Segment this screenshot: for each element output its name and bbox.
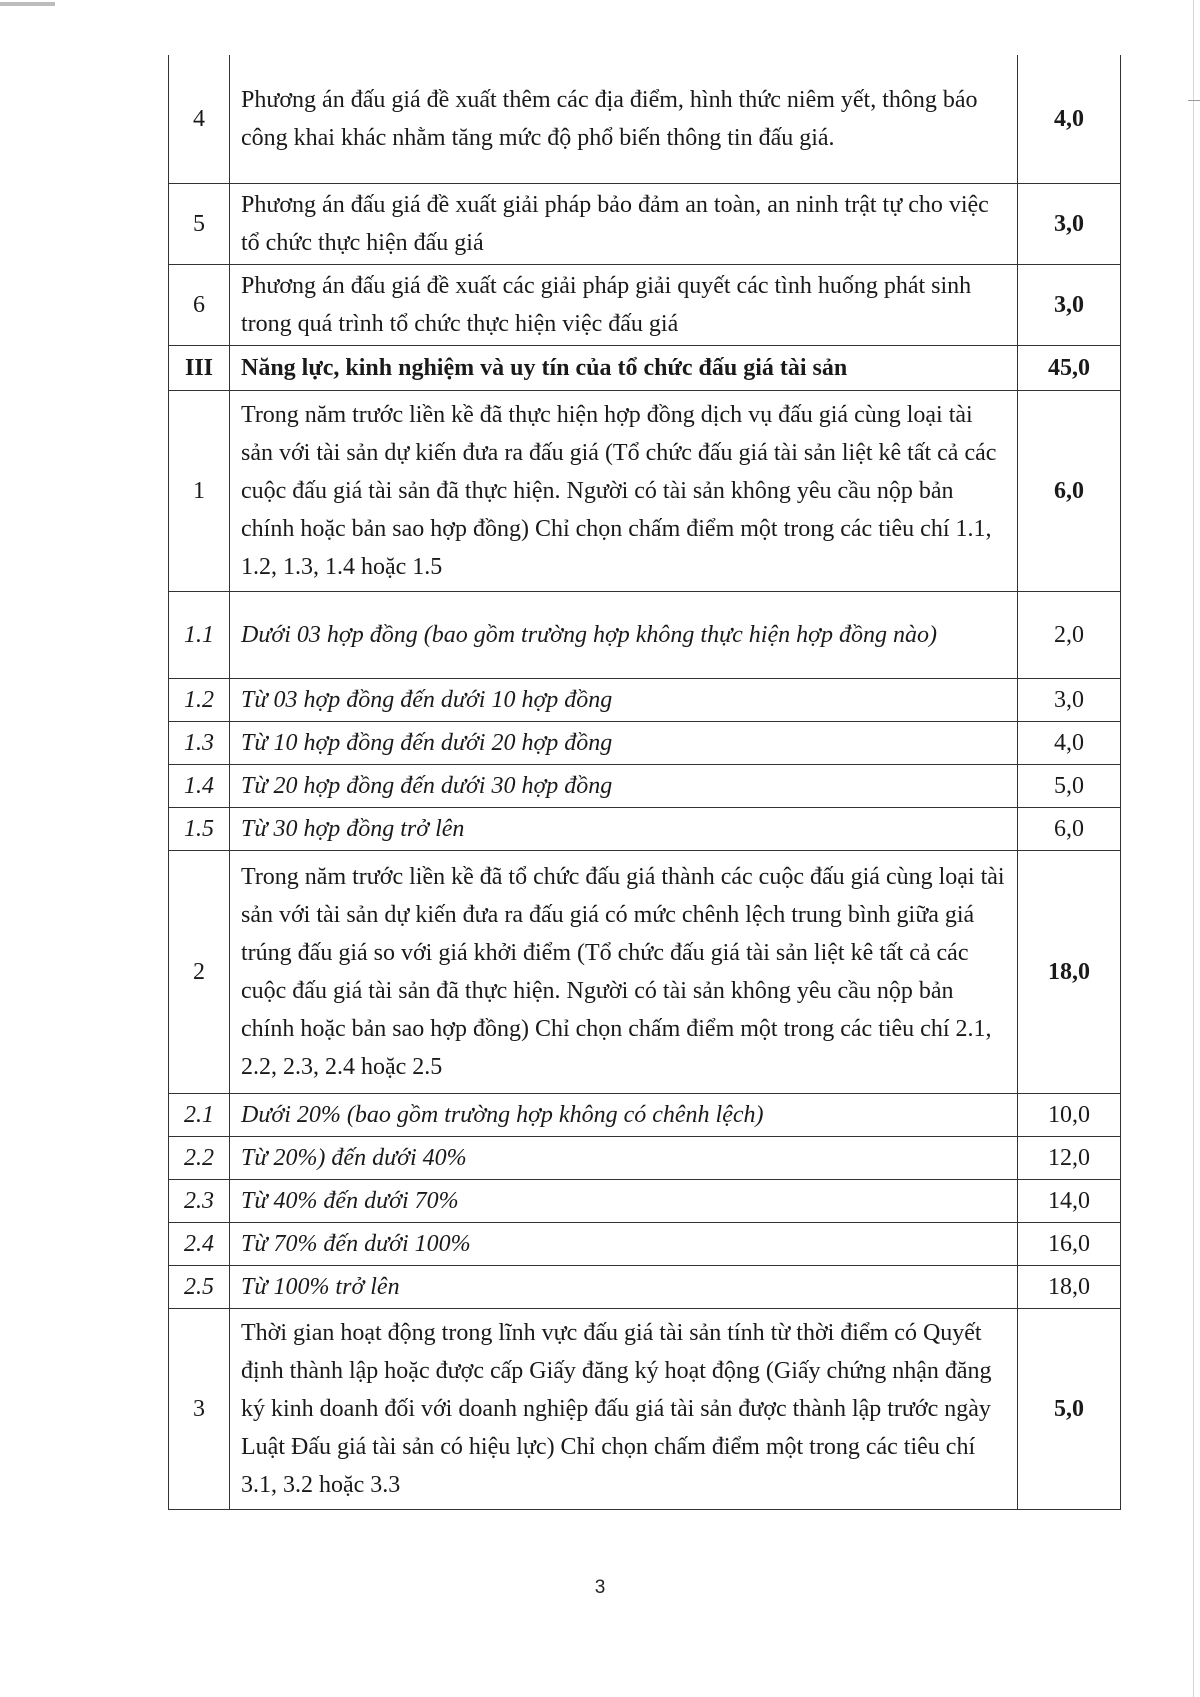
row-number: 1.1 bbox=[169, 592, 230, 679]
row-score: 18,0 bbox=[1018, 851, 1121, 1094]
row-number: 2.5 bbox=[169, 1266, 230, 1309]
scan-edge-artifact bbox=[0, 2, 55, 6]
criterion-text: Từ 20 hợp đồng đến dưới 30 hợp đồng bbox=[230, 765, 1018, 808]
row-score: 18,0 bbox=[1018, 1266, 1121, 1309]
table-row bbox=[169, 722, 1121, 765]
row-score: 5,0 bbox=[1018, 1309, 1121, 1510]
row-score: 14,0 bbox=[1018, 1180, 1121, 1223]
table-row bbox=[169, 765, 1121, 808]
section-title: Năng lực, kinh nghiệm và uy tín của tổ chức đấu giá tài sản bbox=[230, 346, 1018, 391]
row-number: 2.1 bbox=[169, 1094, 230, 1137]
table-row bbox=[169, 391, 1121, 592]
row-score: 12,0 bbox=[1018, 1137, 1121, 1180]
criterion-text: Dưới 20% (bao gồm trường hợp không có chênh lệch) bbox=[230, 1094, 1018, 1137]
scan-edge-line bbox=[1193, 0, 1194, 1697]
row-score: 16,0 bbox=[1018, 1223, 1121, 1266]
table-row bbox=[169, 184, 1121, 265]
row-score: 6,0 bbox=[1018, 391, 1121, 592]
criterion-text: Phương án đấu giá đề xuất các giải pháp giải quyết các tình huống phát sinh trong quá trình tổ chức thực hiện việc đấu giá bbox=[230, 265, 1018, 346]
row-number: 6 bbox=[169, 265, 230, 346]
row-number: 2 bbox=[169, 851, 230, 1094]
table-row bbox=[169, 1094, 1121, 1137]
page-number: 3 bbox=[594, 1577, 606, 1598]
criterion-text: Từ 40% đến dưới 70% bbox=[230, 1180, 1018, 1223]
table-row bbox=[169, 1180, 1121, 1223]
row-number: 1.2 bbox=[169, 679, 230, 722]
criterion-text: Trong năm trước liền kề đã thực hiện hợp đồng dịch vụ đấu giá cùng loại tài sản với tài sản dự kiến đưa ra đấu giá (Tổ chức đấu giá tài sản liệt kê tất cả các cuộc đấu giá tài sản đã thực hiện. Người có tài sản không yêu cầu nộp bản chính hoặc bản sao hợp đồng) Chỉ chọn chấm điểm một trong các tiêu chí 1.1, 1.2, 1.3, 1.4 hoặc 1.5 bbox=[230, 391, 1018, 592]
criterion-text: Từ 20%) đến dưới 40% bbox=[230, 1137, 1018, 1180]
table-row bbox=[169, 808, 1121, 851]
row-number: 5 bbox=[169, 184, 230, 265]
row-score: 6,0 bbox=[1018, 808, 1121, 851]
criterion-text: Phương án đấu giá đề xuất thêm các địa điểm, hình thức niêm yết, thông báo công khai khác nhằm tăng mức độ phổ biến thông tin đấu giá. bbox=[230, 55, 1018, 184]
section-score: 45,0 bbox=[1018, 346, 1121, 391]
criterion-text: Phương án đấu giá đề xuất giải pháp bảo đảm an toàn, an ninh trật tự cho việc tổ chức thực hiện đấu giá bbox=[230, 184, 1018, 265]
criterion-text: Dưới 03 hợp đồng (bao gồm trường hợp không thực hiện hợp đồng nào) bbox=[230, 592, 1018, 679]
row-number: 4 bbox=[169, 55, 230, 184]
row-number: 1.4 bbox=[169, 765, 230, 808]
row-number: 2.4 bbox=[169, 1223, 230, 1266]
table-row bbox=[169, 851, 1121, 1094]
row-number: 2.3 bbox=[169, 1180, 230, 1223]
criterion-text: Từ 03 hợp đồng đến dưới 10 hợp đồng bbox=[230, 679, 1018, 722]
row-score: 3,0 bbox=[1018, 184, 1121, 265]
table-row bbox=[169, 1309, 1121, 1510]
table-row bbox=[169, 1223, 1121, 1266]
row-score: 3,0 bbox=[1018, 679, 1121, 722]
criterion-text: Từ 30 hợp đồng trở lên bbox=[230, 808, 1018, 851]
criterion-text: Từ 10 hợp đồng đến dưới 20 hợp đồng bbox=[230, 722, 1018, 765]
row-score: 4,0 bbox=[1018, 55, 1121, 184]
row-number: 1.5 bbox=[169, 808, 230, 851]
row-score: 3,0 bbox=[1018, 265, 1121, 346]
section-number: III bbox=[169, 346, 230, 391]
row-number: 3 bbox=[169, 1309, 230, 1510]
table-row bbox=[169, 265, 1121, 346]
table-row bbox=[169, 592, 1121, 679]
table-row bbox=[169, 55, 1121, 184]
row-score: 4,0 bbox=[1018, 722, 1121, 765]
row-score: 10,0 bbox=[1018, 1094, 1121, 1137]
section-header-row bbox=[169, 346, 1121, 391]
row-score: 5,0 bbox=[1018, 765, 1121, 808]
row-number: 1 bbox=[169, 391, 230, 592]
table-row bbox=[169, 1137, 1121, 1180]
scan-edge-mark bbox=[1188, 100, 1200, 101]
criterion-text: Trong năm trước liền kề đã tổ chức đấu giá thành các cuộc đấu giá cùng loại tài sản với tài sản dự kiến đưa ra đấu giá có mức chênh lệch trung bình giữa giá trúng đấu giá so với giá khởi điểm (Tổ chức đấu giá tài sản liệt kê tất cả các cuộc đấu giá tài sản đã thực hiện. Người có tài sản không yêu cầu nộp bản chính hoặc bản sao hợp đồng) Chỉ chọn chấm điểm một trong các tiêu chí 2.1, 2.2, 2.3, 2.4 hoặc 2.5 bbox=[230, 851, 1018, 1094]
criterion-text: Từ 100% trở lên bbox=[230, 1266, 1018, 1309]
row-score: 2,0 bbox=[1018, 592, 1121, 679]
row-number: 2.2 bbox=[169, 1137, 230, 1180]
row-number: 1.3 bbox=[169, 722, 230, 765]
table-row bbox=[169, 679, 1121, 722]
criterion-text: Từ 70% đến dưới 100% bbox=[230, 1223, 1018, 1266]
scoring-table bbox=[168, 55, 1121, 1510]
criterion-text: Thời gian hoạt động trong lĩnh vực đấu giá tài sản tính từ thời điểm có Quyết định thành lập hoặc được cấp Giấy đăng ký hoạt động (Giấy chứng nhận đăng ký kinh doanh đối với doanh nghiệp đấu giá tài sản được thành lập trước ngày Luật Đấu giá tài sản có hiệu lực) Chỉ chọn chấm điểm một trong các tiêu chí 3.1, 3.2 hoặc 3.3 bbox=[230, 1309, 1018, 1510]
table-row bbox=[169, 1266, 1121, 1309]
